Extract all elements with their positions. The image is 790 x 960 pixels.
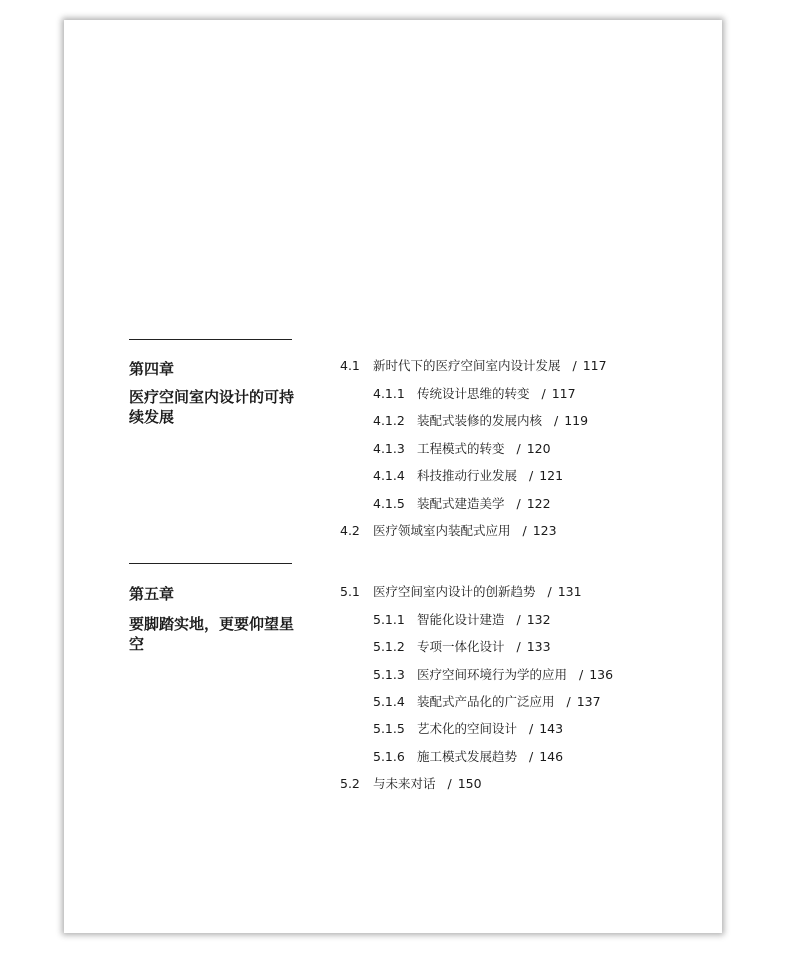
- entry-title: 专项一体化设计: [417, 639, 505, 654]
- toc-entry[interactable]: [373, 639, 551, 655]
- entry-number: 4.1: [340, 358, 360, 373]
- entry-title: 科技推动行业发展: [417, 468, 518, 483]
- entry-number: 4.1.2: [373, 413, 405, 428]
- entry-title: 医疗空间环境行为学的应用: [417, 667, 568, 682]
- entry-number: 5.2: [340, 776, 360, 791]
- entry-page: / 146: [517, 749, 563, 764]
- entry-title: 装配式装修的发展内核: [417, 413, 543, 428]
- entry-title: 工程模式的转变: [417, 441, 505, 456]
- entry-number: 4.1.5: [373, 496, 405, 511]
- entry-number: 5.1.5: [373, 721, 405, 736]
- toc-entry[interactable]: [340, 776, 482, 792]
- entry-page: / 150: [436, 776, 482, 791]
- toc-entry[interactable]: [373, 749, 563, 765]
- entry-title: 传统设计思维的转变: [417, 386, 530, 401]
- entry-number: 5.1.2: [373, 639, 405, 654]
- toc-entry[interactable]: [373, 413, 588, 429]
- entry-title: 施工模式发展趋势: [417, 749, 518, 764]
- entry-page: / 137: [555, 694, 601, 709]
- entry-page: / 136: [567, 667, 613, 682]
- chapter-divider: [129, 563, 292, 564]
- entry-number: 5.1.3: [373, 667, 405, 682]
- entry-page: / 119: [542, 413, 588, 428]
- entry-number: 5.1.6: [373, 749, 405, 764]
- toc-entry[interactable]: [373, 667, 613, 683]
- entry-number: 4.1.3: [373, 441, 405, 456]
- toc-entry[interactable]: [340, 523, 557, 539]
- chapter-title: 要脚踏实地，更要仰望星空: [129, 615, 295, 653]
- entry-title: 医疗领域室内装配式应用: [373, 523, 511, 538]
- entry-title: 智能化设计建造: [417, 612, 505, 627]
- entry-page: / 132: [505, 612, 551, 627]
- entry-page: / 121: [517, 468, 563, 483]
- entry-number: 4.1.1: [373, 386, 405, 401]
- entry-page: / 120: [505, 441, 551, 456]
- entry-title: 装配式建造美学: [417, 496, 505, 511]
- entry-page: / 131: [536, 584, 582, 599]
- toc-entry[interactable]: [373, 496, 551, 512]
- toc-entry[interactable]: [373, 468, 563, 484]
- entry-title: 新时代下的医疗空间室内设计发展: [373, 358, 561, 373]
- toc-entry[interactable]: [373, 721, 563, 737]
- entry-page: / 123: [511, 523, 557, 538]
- entry-title: 装配式产品化的广泛应用: [417, 694, 555, 709]
- toc-page: [64, 20, 722, 933]
- entry-page: / 122: [505, 496, 551, 511]
- chapter-title: 医疗空间室内设计的可持续发展: [129, 388, 295, 426]
- toc-entry[interactable]: [373, 694, 601, 710]
- chapter-number: 第五章: [129, 585, 175, 603]
- entry-number: 4.2: [340, 523, 360, 538]
- entry-number: 5.1: [340, 584, 360, 599]
- entry-page: / 133: [505, 639, 551, 654]
- toc-entry[interactable]: [340, 358, 607, 374]
- entry-page: / 117: [561, 358, 607, 373]
- entry-number: 5.1.1: [373, 612, 405, 627]
- entry-page: / 117: [530, 386, 576, 401]
- chapter-divider: [129, 339, 292, 340]
- entry-page: / 143: [517, 721, 563, 736]
- entry-title: 艺术化的空间设计: [417, 721, 518, 736]
- chapter-number: 第四章: [129, 360, 175, 378]
- entry-title: 医疗空间室内设计的创新趋势: [373, 584, 536, 599]
- entry-number: 5.1.4: [373, 694, 405, 709]
- toc-entry[interactable]: [373, 441, 551, 457]
- entry-number: 4.1.4: [373, 468, 405, 483]
- toc-entry[interactable]: [340, 584, 582, 600]
- toc-entry[interactable]: [373, 386, 576, 402]
- toc-entry[interactable]: [373, 612, 551, 628]
- entry-title: 与未来对话: [373, 776, 436, 791]
